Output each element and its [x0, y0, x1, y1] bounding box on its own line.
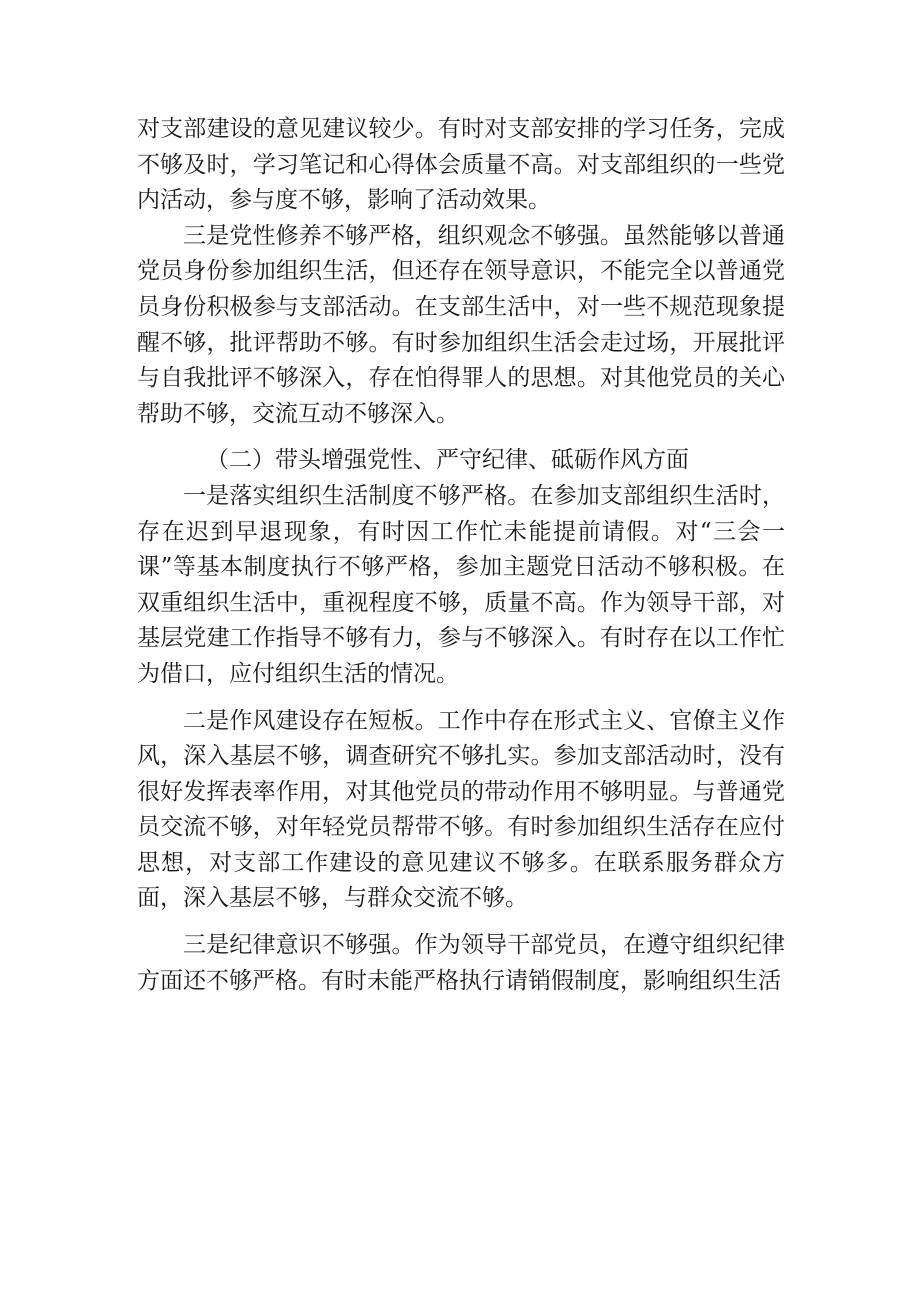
- document-body: [137, 112, 785, 999]
- section-heading: （二）带头增强党性、严守纪律、砥砺作风方面: [206, 447, 689, 474]
- paragraph-party-spirit: 三是党性修养不够严格，组织观念不够强。虽然能够以普通党员身份参加组织生活，但还存在领导意识，不能完全以普通党员身份积极参与支部活动。在支部生活中，对一些不规范现象提醒不够，批评帮助不够。有时参加组织生活会走过场，开展批评与自我批评不够深入，存在怕得罪人的思想。对其他党员的关心帮助不够，交流互动不够深入。: [137, 222, 785, 427]
- paragraph-organization-life: 一是落实组织生活制度不够严格。在参加支部组织生活时，存在迟到早退现象，有时因工作忙未能提前请假。对“三会一课”等基本制度执行不够严格，参加主题党日活动不够积极。在双重组织生活中，重视程度不够，质量不高。作为领导干部，对基层党建工作指导不够有力，参与不够深入。有时存在以工作忙为借口，应付组织生活的情况。: [137, 482, 785, 687]
- paragraph-continued: 对支部建设的意见建议较少。有时对支部安排的学习任务，完成不够及时，学习笔记和心得体会质量不高。对支部组织的一些党内活动，参与度不够，影响了活动效果。: [137, 116, 785, 214]
- paragraph-discipline: 三是纪律意识不够强。作为领导干部党员，在遵守组织纪律方面还不够严格。有时未能严格执行请销假制度，影响组织生活: [137, 932, 785, 994]
- paragraph-work-style: 二是作风建设存在短板。工作中存在形式主义、官僚主义作风，深入基层不够，调查研究不够扎实。参加支部活动时，没有很好发挥表率作用，对其他党员的带动作用不够明显。与普通党员交流不够，对年轻党员帮带不够。有时参加组织生活存在应付思想，对支部工作建设的意见建议不够多。在联系服务群众方面，深入基层不够，与群众交流不够。: [137, 707, 785, 912]
